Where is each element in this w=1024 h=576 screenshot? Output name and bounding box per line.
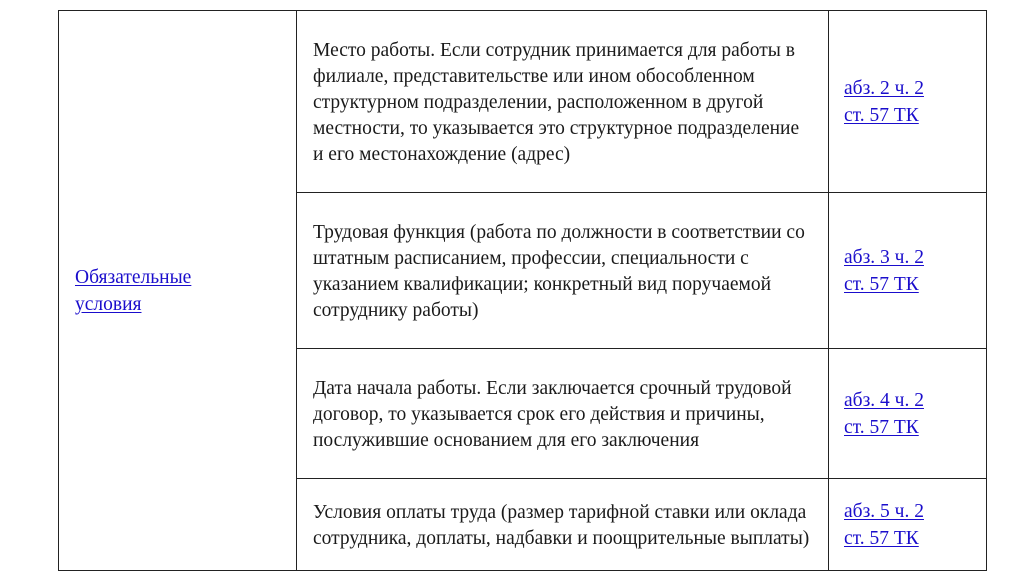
- reference-line-1: абз. 2 ч. 2: [844, 77, 924, 99]
- reference-cell: [829, 349, 987, 479]
- reference-line-1: абз. 4 ч. 2: [844, 389, 924, 411]
- table-row: [59, 11, 987, 193]
- article-reference-link[interactable]: [844, 75, 986, 129]
- description-cell: Трудовая функция (работа по должности в соответствии со штатным расписанием, профессии, специальности с указанием квалификации; конкретный вид поручаемой сотруднику работы): [297, 193, 829, 349]
- article-reference-link[interactable]: [844, 244, 986, 298]
- reference-line-1: абз. 5 ч. 2: [844, 500, 924, 522]
- reference-cell: [829, 479, 987, 571]
- reference-line-2: ст. 57 ТК: [844, 527, 919, 549]
- mandatory-conditions-link[interactable]: [75, 264, 296, 318]
- category-link-line-2: условия: [75, 293, 142, 315]
- category-cell: [59, 11, 297, 571]
- description-cell: Место работы. Если сотрудник принимается для работы в филиале, представительстве или ином обособленном структурном подразделении, расположенном в другой местности, то указывается это структурное подразделение и его местонахождение (адрес): [297, 11, 829, 193]
- reference-line-2: ст. 57 ТК: [844, 273, 919, 295]
- description-cell: Дата начала работы. Если заключается срочный трудовой договор, то указывается срок его действия и причины, послужившие основанием для его заключения: [297, 349, 829, 479]
- category-link-line-1: Обязательные: [75, 266, 192, 288]
- article-reference-link[interactable]: [844, 498, 986, 552]
- article-reference-link[interactable]: [844, 387, 986, 441]
- reference-cell: [829, 11, 987, 193]
- reference-line-2: ст. 57 ТК: [844, 416, 919, 438]
- reference-cell: [829, 193, 987, 349]
- conditions-table: [58, 10, 987, 571]
- reference-line-1: абз. 3 ч. 2: [844, 246, 924, 268]
- description-cell: Условия оплаты труда (размер тарифной ставки или оклада сотрудника, доплаты, надбавки и поощрительные выплаты): [297, 479, 829, 571]
- reference-line-2: ст. 57 ТК: [844, 104, 919, 126]
